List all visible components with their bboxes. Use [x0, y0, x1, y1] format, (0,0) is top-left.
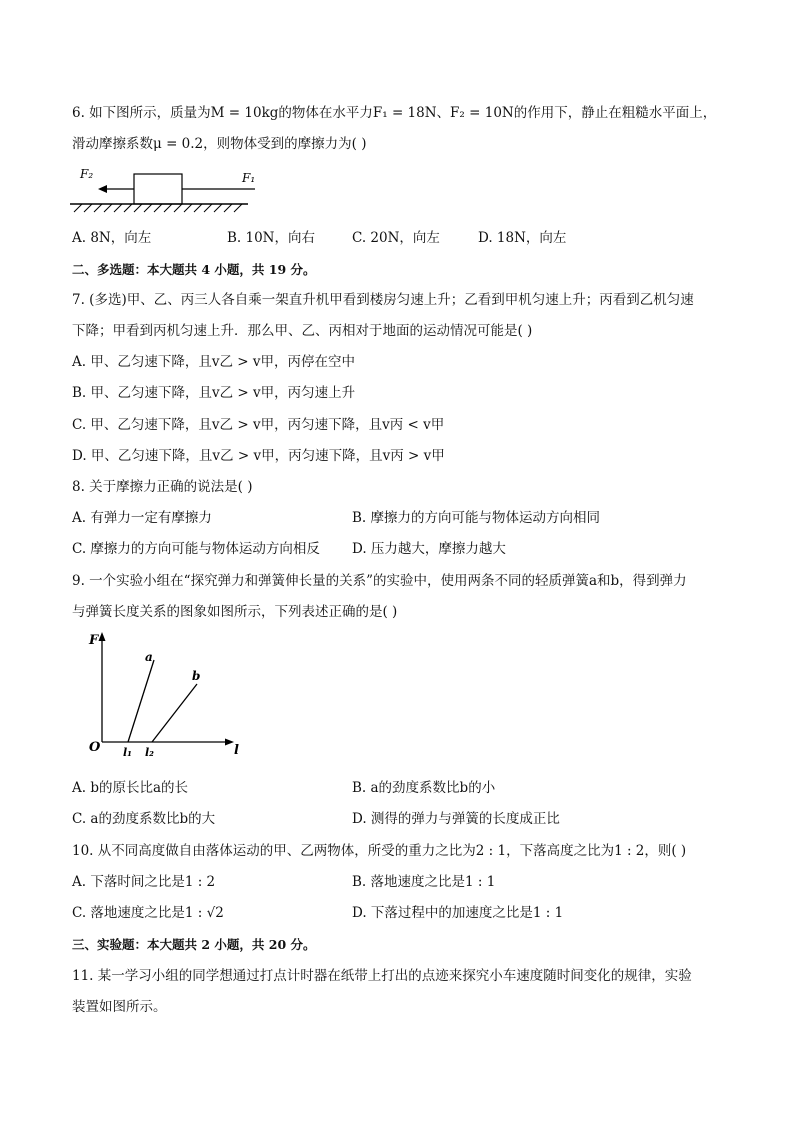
q7-stem-line2: 下降；甲看到丙机匀速上升．那么甲、乙、丙相对于地面的运动情况可能是( ): [72, 323, 533, 339]
q6-option-c: C. 20N，向左: [352, 230, 440, 246]
q6-force-diagram: [70, 164, 255, 216]
q9-line-b-label: b: [192, 669, 201, 683]
q10-option-b: B. 落地速度之比是1 : 1: [352, 874, 496, 890]
q7-option-a: A. 甲、乙匀速下降，且v乙 > v甲，丙停在空中: [72, 354, 355, 370]
q10-option-c: C. 落地速度之比是1 : √2: [72, 905, 224, 921]
q9-tick-l2: l₂: [145, 746, 154, 759]
q10-option-a: A. 下落时间之比是1 : 2: [72, 874, 216, 890]
q9-stem-line2: 与弹簧长度关系的图象如图所示，下列表述正确的是( ): [72, 604, 398, 620]
q11-stem-line1: 11. 某一学习小组的同学想通过打点计时器在纸带上打出的点迹来探究小车速度随时间变化的规律，实验: [72, 968, 692, 984]
q9-tick-l1: l₁: [123, 746, 132, 759]
q7-option-c: C. 甲、乙匀速下降，且v乙 > v甲，丙匀速下降，且v丙 < v甲: [72, 417, 445, 433]
q8-option-a: A. 有弹力一定有摩擦力: [72, 510, 212, 526]
q9-y-axis-label: F: [89, 633, 99, 648]
section-2-heading: 二、多选题：本大题共 4 小题，共 19 分。: [72, 262, 316, 277]
q6-option-d: D. 18N，向左: [478, 230, 567, 246]
q9-spring-graph: [86, 628, 246, 762]
q6-option-a: A. 8N，向左: [72, 230, 152, 246]
q8-option-c: C. 摩擦力的方向可能与物体运动方向相反: [72, 541, 320, 557]
q6-arrowhead-f2: [98, 185, 107, 193]
q11-stem-line2: 装置如图所示。: [72, 999, 167, 1015]
q6-label-f2: F₂: [80, 167, 94, 181]
q8-stem: 8. 关于摩擦力正确的说法是( ): [72, 479, 253, 495]
q7-option-d: D. 甲、乙匀速下降，且v乙 > v甲，丙匀速下降，且v丙 > v甲: [72, 448, 445, 464]
q8-option-d: D. 压力越大，摩擦力越大: [352, 541, 506, 557]
q9-line-a: [128, 660, 154, 742]
q9-x-axis-arrow: [225, 739, 234, 746]
q9-option-d: D. 测得的弹力与弹簧的长度成正比: [352, 811, 560, 827]
q9-y-axis-arrow: [99, 632, 106, 641]
q7-option-b: B. 甲、乙匀速下降，且v乙 > v甲，丙匀速上升: [72, 385, 356, 401]
q9-origin-label: O: [89, 740, 101, 755]
q6-label-f1: F₁: [242, 171, 255, 185]
section-3-heading: 三、实验题：本大题共 2 小题，共 20 分。: [72, 937, 316, 952]
q9-option-c: C. a的劲度系数比b的大: [72, 811, 216, 827]
q9-line-a-label: a: [145, 650, 153, 664]
q8-option-b: B. 摩擦力的方向可能与物体运动方向相同: [352, 510, 601, 526]
q9-option-b: B. a的劲度系数比b的小: [352, 780, 496, 796]
q9-x-axis-label: l: [234, 743, 239, 758]
q10-option-d: D. 下落过程中的加速度之比是1 : 1: [352, 905, 564, 921]
q6-stem-line2: 滑动摩擦系数μ = 0.2，则物体受到的摩擦力为( ): [72, 136, 367, 152]
q9-stem-line1: 9. 一个实验小组在“探究弹力和弹簧伸长量的关系”的实验中，使用两条不同的轻质弹簧a和b，得到弹力: [72, 573, 687, 589]
q6-block: [134, 174, 182, 204]
q6-ground-hatching: [74, 204, 242, 212]
q7-stem-line1: 7. (多选)甲、乙、丙三人各自乘一架直升机甲看到楼房匀速上升；乙看到甲机匀速上升；丙看到乙机匀速: [72, 292, 694, 308]
q6-option-b: B. 10N，向右: [227, 230, 315, 246]
q6-stem-line1: 6. 如下图所示，质量为M = 10kg的物体在水平力F₁ = 18N、F₂ = 10N的作用下，静止在粗糙水平面上，: [72, 105, 717, 121]
q9-option-a: A. b的原长比a的长: [72, 780, 189, 796]
q9-line-b: [152, 684, 197, 742]
q10-stem: 10. 从不同高度做自由落体运动的甲、乙两物体，所受的重力之比为2 : 1，下落高度之比为1 : 2，则( ): [72, 843, 687, 859]
